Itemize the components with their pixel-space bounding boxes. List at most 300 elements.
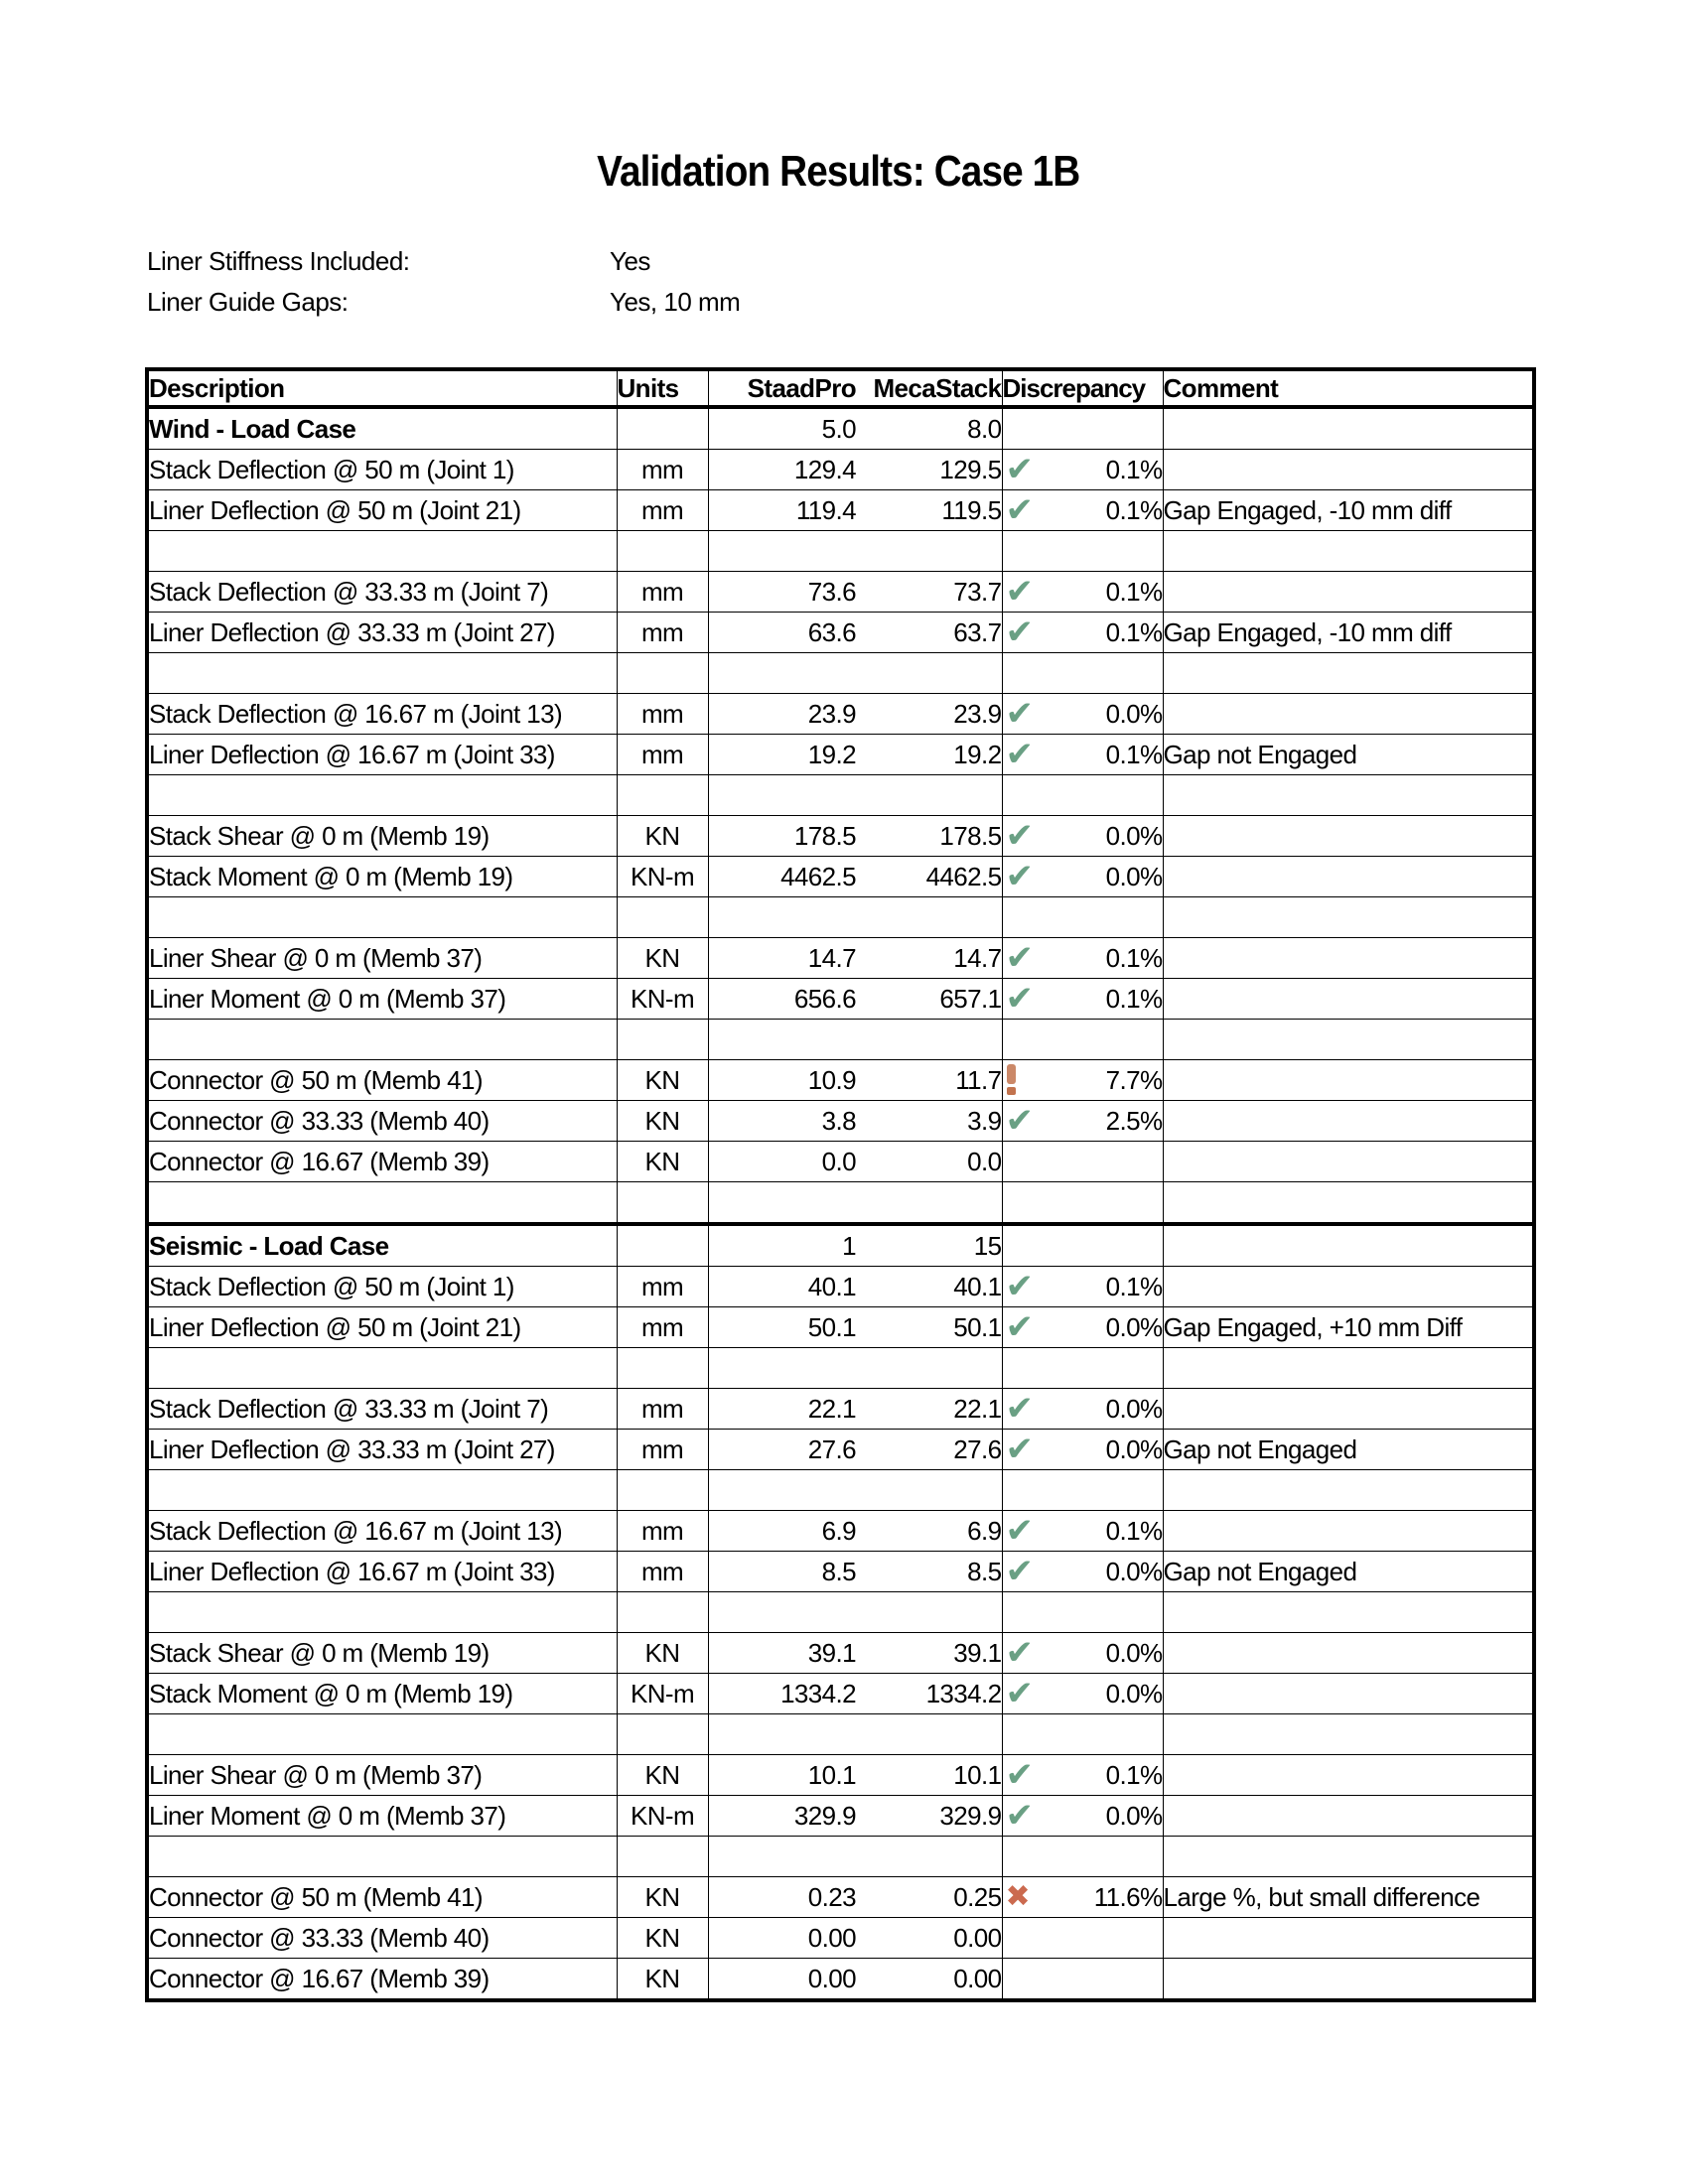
row-discrepancy — [1002, 694, 1163, 735]
row-staadpro-value — [708, 1020, 856, 1060]
row-mecastack-value: 119.5 — [856, 490, 1002, 531]
meta-value: Yes, 10 mm — [610, 287, 741, 317]
row-mecastack-value: 11.7 — [856, 1060, 1002, 1101]
row-comment — [1163, 897, 1534, 938]
row-units — [617, 1837, 708, 1877]
table-row — [147, 1633, 1534, 1674]
check-icon: ✔ — [1005, 1552, 1034, 1591]
row-description: Liner Shear @ 0 m (Memb 37) — [147, 938, 617, 979]
discrepancy-value: 0.0% — [1105, 861, 1163, 891]
row-description: Stack Moment @ 0 m (Memb 19) — [147, 857, 617, 897]
table-row — [147, 938, 1534, 979]
row-mecastack-value: 0.00 — [856, 1959, 1002, 2001]
row-staadpro-value — [708, 653, 856, 694]
row-discrepancy — [1002, 1020, 1163, 1060]
row-discrepancy — [1002, 1430, 1163, 1470]
row-staadpro-value: 5.0 — [708, 407, 856, 450]
row-description: Stack Deflection @ 33.33 m (Joint 7) — [147, 1389, 617, 1430]
discrepancy-value: 0.0% — [1105, 1393, 1163, 1424]
spacer-row — [147, 1020, 1534, 1060]
discrepancy-value: 2.5% — [1105, 1105, 1163, 1136]
row-description: Connector @ 16.67 (Memb 39) — [147, 1142, 617, 1182]
page-title — [145, 147, 1532, 197]
row-comment — [1163, 1267, 1534, 1307]
row-staadpro-value: 1334.2 — [708, 1674, 856, 1714]
row-comment — [1163, 1592, 1534, 1633]
row-staadpro-value: 656.6 — [708, 979, 856, 1020]
discrepancy-value: 0.1% — [1105, 942, 1163, 973]
row-comment — [1163, 1470, 1534, 1511]
row-staadpro-value: 0.00 — [708, 1959, 856, 2001]
table-row — [147, 1877, 1534, 1918]
check-icon: ✔ — [1005, 735, 1034, 774]
row-discrepancy — [1002, 1633, 1163, 1674]
spacer-row — [147, 1182, 1534, 1225]
row-discrepancy — [1002, 1674, 1163, 1714]
row-units — [617, 1348, 708, 1389]
discrepancy-value: 0.0% — [1105, 820, 1163, 851]
row-description: Stack Shear @ 0 m (Memb 19) — [147, 1633, 617, 1674]
row-description: Stack Deflection @ 16.67 m (Joint 13) — [147, 1511, 617, 1552]
row-description: Connector @ 33.33 (Memb 40) — [147, 1918, 617, 1959]
row-description: Stack Deflection @ 50 m (Joint 1) — [147, 1267, 617, 1307]
row-discrepancy — [1002, 897, 1163, 938]
check-icon: ✔ — [1005, 1511, 1034, 1551]
validation-results-table — [145, 367, 1536, 2002]
table-row — [147, 1060, 1534, 1101]
row-description: Seismic - Load Case — [147, 1224, 617, 1267]
row-staadpro-value: 14.7 — [708, 938, 856, 979]
row-staadpro-value: 22.1 — [708, 1389, 856, 1430]
row-discrepancy — [1002, 1511, 1163, 1552]
row-units: mm — [617, 1267, 708, 1307]
row-mecastack-value: 329.9 — [856, 1796, 1002, 1837]
row-discrepancy — [1002, 572, 1163, 613]
page-title-text: Validation Results: Case 1B — [597, 147, 1080, 196]
row-mecastack-value — [856, 1592, 1002, 1633]
check-icon: ✔ — [1005, 1633, 1034, 1673]
row-staadpro-value: 129.4 — [708, 450, 856, 490]
table-row — [147, 1796, 1534, 1837]
row-comment — [1163, 1389, 1534, 1430]
row-comment: Gap Engaged, -10 mm diff — [1163, 490, 1534, 531]
spacer-row — [147, 897, 1534, 938]
check-icon: ✔ — [1005, 1674, 1034, 1713]
row-discrepancy — [1002, 816, 1163, 857]
row-units — [617, 775, 708, 816]
row-description — [147, 1592, 617, 1633]
check-icon: ✔ — [1005, 1101, 1034, 1141]
row-mecastack-value — [856, 1837, 1002, 1877]
section-row — [147, 1224, 1534, 1267]
row-staadpro-value — [708, 1470, 856, 1511]
row-mecastack-value: 178.5 — [856, 816, 1002, 857]
row-staadpro-value — [708, 897, 856, 938]
row-mecastack-value: 22.1 — [856, 1389, 1002, 1430]
check-icon: ✔ — [1005, 1755, 1034, 1795]
row-mecastack-value: 0.00 — [856, 1918, 1002, 1959]
row-description — [147, 1470, 617, 1511]
table-row — [147, 1430, 1534, 1470]
row-description: Liner Moment @ 0 m (Memb 37) — [147, 1796, 617, 1837]
table-row — [147, 1552, 1534, 1592]
row-staadpro-value: 6.9 — [708, 1511, 856, 1552]
row-discrepancy — [1002, 490, 1163, 531]
row-description — [147, 1020, 617, 1060]
row-mecastack-value: 14.7 — [856, 938, 1002, 979]
check-icon: ✔ — [1005, 938, 1034, 978]
table-row — [147, 816, 1534, 857]
row-description: Connector @ 50 m (Memb 41) — [147, 1877, 617, 1918]
row-comment — [1163, 938, 1534, 979]
row-units — [617, 531, 708, 572]
discrepancy-value: 0.1% — [1105, 454, 1163, 484]
discrepancy-value: 0.0% — [1105, 1678, 1163, 1708]
table-row — [147, 450, 1534, 490]
row-comment: Large %, but small difference — [1163, 1877, 1534, 1918]
row-units: mm — [617, 450, 708, 490]
row-comment — [1163, 1101, 1534, 1142]
row-staadpro-value: 1 — [708, 1224, 856, 1267]
row-description — [147, 531, 617, 572]
row-mecastack-value — [856, 775, 1002, 816]
row-discrepancy — [1002, 1959, 1163, 2001]
row-staadpro-value: 0.23 — [708, 1877, 856, 1918]
row-units: KN — [617, 1101, 708, 1142]
row-discrepancy — [1002, 1918, 1163, 1959]
row-comment — [1163, 531, 1534, 572]
spacer-row — [147, 531, 1534, 572]
spacer-row — [147, 653, 1534, 694]
row-units: mm — [617, 490, 708, 531]
row-description: Liner Deflection @ 33.33 m (Joint 27) — [147, 1430, 617, 1470]
table-row — [147, 694, 1534, 735]
table-row — [147, 979, 1534, 1020]
row-units: KN — [617, 1060, 708, 1101]
row-staadpro-value — [708, 531, 856, 572]
row-staadpro-value — [708, 1714, 856, 1755]
meta-label: Liner Guide Gaps: — [147, 287, 349, 317]
row-units — [617, 897, 708, 938]
row-discrepancy — [1002, 857, 1163, 897]
row-description: Liner Moment @ 0 m (Memb 37) — [147, 979, 617, 1020]
row-units: KN-m — [617, 1796, 708, 1837]
row-mecastack-value: 23.9 — [856, 694, 1002, 735]
discrepancy-value: 0.1% — [1105, 1515, 1163, 1546]
check-icon: ✔ — [1005, 1796, 1034, 1836]
row-description: Liner Deflection @ 16.67 m (Joint 33) — [147, 1552, 617, 1592]
row-discrepancy — [1002, 1060, 1163, 1101]
row-discrepancy — [1002, 1552, 1163, 1592]
row-discrepancy — [1002, 1470, 1163, 1511]
row-comment — [1163, 407, 1534, 450]
row-units: KN — [617, 1877, 708, 1918]
results-table-body — [147, 407, 1534, 2000]
row-description: Liner Deflection @ 50 m (Joint 21) — [147, 1307, 617, 1348]
row-mecastack-value — [856, 1470, 1002, 1511]
row-comment — [1163, 775, 1534, 816]
row-comment — [1163, 979, 1534, 1020]
row-comment — [1163, 1511, 1534, 1552]
table-row — [147, 1307, 1534, 1348]
row-staadpro-value: 178.5 — [708, 816, 856, 857]
discrepancy-value: 0.1% — [1105, 494, 1163, 525]
row-mecastack-value: 40.1 — [856, 1267, 1002, 1307]
row-staadpro-value: 8.5 — [708, 1552, 856, 1592]
table-row — [147, 1142, 1534, 1182]
row-comment — [1163, 1060, 1534, 1101]
row-discrepancy — [1002, 775, 1163, 816]
row-mecastack-value: 39.1 — [856, 1633, 1002, 1674]
row-staadpro-value: 3.8 — [708, 1101, 856, 1142]
row-staadpro-value: 10.9 — [708, 1060, 856, 1101]
column-header-discrepancy: Discrepancy — [1002, 369, 1163, 407]
row-discrepancy — [1002, 1101, 1163, 1142]
row-units: mm — [617, 613, 708, 653]
row-discrepancy — [1002, 613, 1163, 653]
row-units: KN — [617, 816, 708, 857]
row-units — [617, 407, 708, 450]
row-discrepancy — [1002, 938, 1163, 979]
column-header-description: Description — [147, 369, 617, 407]
row-units — [617, 1714, 708, 1755]
row-units — [617, 1224, 708, 1267]
row-staadpro-value — [708, 775, 856, 816]
row-mecastack-value: 8.5 — [856, 1552, 1002, 1592]
row-units — [617, 1470, 708, 1511]
column-header-staadpro: StaadPro — [708, 369, 856, 407]
row-discrepancy — [1002, 1348, 1163, 1389]
table-row — [147, 1959, 1534, 2001]
row-units: KN-m — [617, 979, 708, 1020]
row-units: mm — [617, 1430, 708, 1470]
row-description — [147, 1348, 617, 1389]
row-mecastack-value: 8.0 — [856, 407, 1002, 450]
row-mecastack-value — [856, 1182, 1002, 1225]
row-discrepancy — [1002, 1224, 1163, 1267]
meta-value: Yes — [610, 246, 650, 276]
row-staadpro-value: 63.6 — [708, 613, 856, 653]
row-description: Liner Shear @ 0 m (Memb 37) — [147, 1755, 617, 1796]
row-comment: Gap Engaged, -10 mm diff — [1163, 613, 1534, 653]
check-icon: ✔ — [1005, 694, 1034, 734]
row-description: Stack Deflection @ 50 m (Joint 1) — [147, 450, 617, 490]
row-staadpro-value: 10.1 — [708, 1755, 856, 1796]
row-comment — [1163, 1142, 1534, 1182]
table-row — [147, 857, 1534, 897]
row-staadpro-value — [708, 1837, 856, 1877]
row-description: Stack Deflection @ 16.67 m (Joint 13) — [147, 694, 617, 735]
table-row — [147, 1511, 1534, 1552]
row-units: KN — [617, 1918, 708, 1959]
row-staadpro-value — [708, 1592, 856, 1633]
check-icon: ✔ — [1005, 979, 1034, 1019]
row-description: Connector @ 33.33 (Memb 40) — [147, 1101, 617, 1142]
meta-label: Liner Stiffness Included: — [147, 246, 410, 276]
row-description — [147, 897, 617, 938]
cross-icon: ✖ — [1005, 1879, 1031, 1914]
row-mecastack-value: 3.9 — [856, 1101, 1002, 1142]
row-staadpro-value: 23.9 — [708, 694, 856, 735]
row-staadpro-value: 4462.5 — [708, 857, 856, 897]
row-description: Connector @ 16.67 (Memb 39) — [147, 1959, 617, 2001]
row-description: Liner Deflection @ 16.67 m (Joint 33) — [147, 735, 617, 775]
table-row — [147, 490, 1534, 531]
row-units — [617, 1020, 708, 1060]
row-discrepancy — [1002, 1877, 1163, 1918]
row-description: Liner Deflection @ 33.33 m (Joint 27) — [147, 613, 617, 653]
check-icon: ✔ — [1005, 816, 1034, 856]
row-discrepancy — [1002, 735, 1163, 775]
check-icon: ✔ — [1005, 572, 1034, 612]
row-staadpro-value: 50.1 — [708, 1307, 856, 1348]
row-mecastack-value — [856, 1714, 1002, 1755]
discrepancy-value: 0.0% — [1105, 1433, 1163, 1464]
row-description: Liner Deflection @ 50 m (Joint 21) — [147, 490, 617, 531]
discrepancy-value: 0.1% — [1105, 1759, 1163, 1790]
row-description: Stack Moment @ 0 m (Memb 19) — [147, 1674, 617, 1714]
column-header-mecastack: MecaStack — [856, 369, 1002, 407]
discrepancy-value: 0.1% — [1105, 1271, 1163, 1301]
exclamation-icon — [1006, 1064, 1018, 1096]
table-row — [147, 1389, 1534, 1430]
row-units: mm — [617, 1389, 708, 1430]
row-mecastack-value: 50.1 — [856, 1307, 1002, 1348]
row-units — [617, 1182, 708, 1225]
row-mecastack-value — [856, 1020, 1002, 1060]
row-comment — [1163, 1959, 1534, 2001]
row-discrepancy — [1002, 450, 1163, 490]
row-units: KN — [617, 1142, 708, 1182]
row-discrepancy — [1002, 1592, 1163, 1633]
row-discrepancy — [1002, 1182, 1163, 1225]
discrepancy-value: 0.1% — [1105, 576, 1163, 607]
check-icon: ✔ — [1005, 450, 1034, 489]
row-description: Wind - Load Case — [147, 407, 617, 450]
row-comment — [1163, 1020, 1534, 1060]
row-units: mm — [617, 1511, 708, 1552]
row-mecastack-value: 0.0 — [856, 1142, 1002, 1182]
spacer-row — [147, 1714, 1534, 1755]
spacer-row — [147, 775, 1534, 816]
row-staadpro-value: 73.6 — [708, 572, 856, 613]
row-discrepancy — [1002, 1755, 1163, 1796]
row-description — [147, 775, 617, 816]
row-comment — [1163, 653, 1534, 694]
table-row — [147, 1755, 1534, 1796]
row-staadpro-value: 27.6 — [708, 1430, 856, 1470]
row-mecastack-value: 15 — [856, 1224, 1002, 1267]
table-row — [147, 1674, 1534, 1714]
row-mecastack-value: 63.7 — [856, 613, 1002, 653]
section-row — [147, 407, 1534, 450]
table-header-row — [147, 369, 1534, 407]
discrepancy-value: 0.1% — [1105, 739, 1163, 769]
row-units: mm — [617, 1552, 708, 1592]
row-mecastack-value: 0.25 — [856, 1877, 1002, 1918]
row-mecastack-value: 27.6 — [856, 1430, 1002, 1470]
row-comment — [1163, 1348, 1534, 1389]
row-comment — [1163, 857, 1534, 897]
row-units: KN — [617, 1633, 708, 1674]
row-comment — [1163, 450, 1534, 490]
check-icon: ✔ — [1005, 1307, 1034, 1347]
row-comment — [1163, 1182, 1534, 1225]
row-discrepancy — [1002, 979, 1163, 1020]
row-description — [147, 1182, 617, 1225]
discrepancy-value: 11.6% — [1093, 1881, 1163, 1912]
row-discrepancy — [1002, 1714, 1163, 1755]
check-icon: ✔ — [1005, 490, 1034, 530]
row-comment: Gap Engaged, +10 mm Diff — [1163, 1307, 1534, 1348]
row-discrepancy — [1002, 531, 1163, 572]
row-staadpro-value — [708, 1182, 856, 1225]
row-description — [147, 653, 617, 694]
row-comment — [1163, 1918, 1534, 1959]
discrepancy-value: 0.0% — [1105, 1556, 1163, 1586]
table-row — [147, 1267, 1534, 1307]
row-mecastack-value: 19.2 — [856, 735, 1002, 775]
check-icon: ✔ — [1005, 1389, 1034, 1429]
row-mecastack-value — [856, 897, 1002, 938]
row-comment: Gap not Engaged — [1163, 1430, 1534, 1470]
row-mecastack-value: 10.1 — [856, 1755, 1002, 1796]
row-description: Connector @ 50 m (Memb 41) — [147, 1060, 617, 1101]
discrepancy-value: 0.1% — [1105, 616, 1163, 647]
table-row — [147, 613, 1534, 653]
row-staadpro-value: 40.1 — [708, 1267, 856, 1307]
row-comment — [1163, 1224, 1534, 1267]
row-description — [147, 1714, 617, 1755]
row-comment: Gap not Engaged — [1163, 1552, 1534, 1592]
row-mecastack-value: 129.5 — [856, 450, 1002, 490]
table-row — [147, 1101, 1534, 1142]
row-mecastack-value: 1334.2 — [856, 1674, 1002, 1714]
row-units: mm — [617, 572, 708, 613]
spacer-row — [147, 1470, 1534, 1511]
row-staadpro-value: 19.2 — [708, 735, 856, 775]
row-staadpro-value: 119.4 — [708, 490, 856, 531]
row-description — [147, 1837, 617, 1877]
row-mecastack-value — [856, 531, 1002, 572]
row-description: Stack Deflection @ 33.33 m (Joint 7) — [147, 572, 617, 613]
row-discrepancy — [1002, 1796, 1163, 1837]
row-staadpro-value: 329.9 — [708, 1796, 856, 1837]
row-comment — [1163, 1633, 1534, 1674]
row-mecastack-value: 4462.5 — [856, 857, 1002, 897]
column-header-units: Units — [617, 369, 708, 407]
row-discrepancy — [1002, 1837, 1163, 1877]
row-mecastack-value: 6.9 — [856, 1511, 1002, 1552]
table-row — [147, 1918, 1534, 1959]
row-units: KN-m — [617, 857, 708, 897]
meta-row-liner-guide-gaps — [147, 282, 740, 323]
row-mecastack-value — [856, 1348, 1002, 1389]
row-comment — [1163, 572, 1534, 613]
row-discrepancy — [1002, 653, 1163, 694]
row-mecastack-value: 657.1 — [856, 979, 1002, 1020]
row-units: KN — [617, 1959, 708, 2001]
spacer-row — [147, 1348, 1534, 1389]
column-header-comment: Comment — [1163, 369, 1534, 407]
row-staadpro-value: 0.00 — [708, 1918, 856, 1959]
check-icon: ✔ — [1005, 857, 1034, 896]
spacer-row — [147, 1592, 1534, 1633]
row-discrepancy — [1002, 407, 1163, 450]
row-staadpro-value — [708, 1348, 856, 1389]
row-comment — [1163, 1796, 1534, 1837]
row-discrepancy — [1002, 1307, 1163, 1348]
